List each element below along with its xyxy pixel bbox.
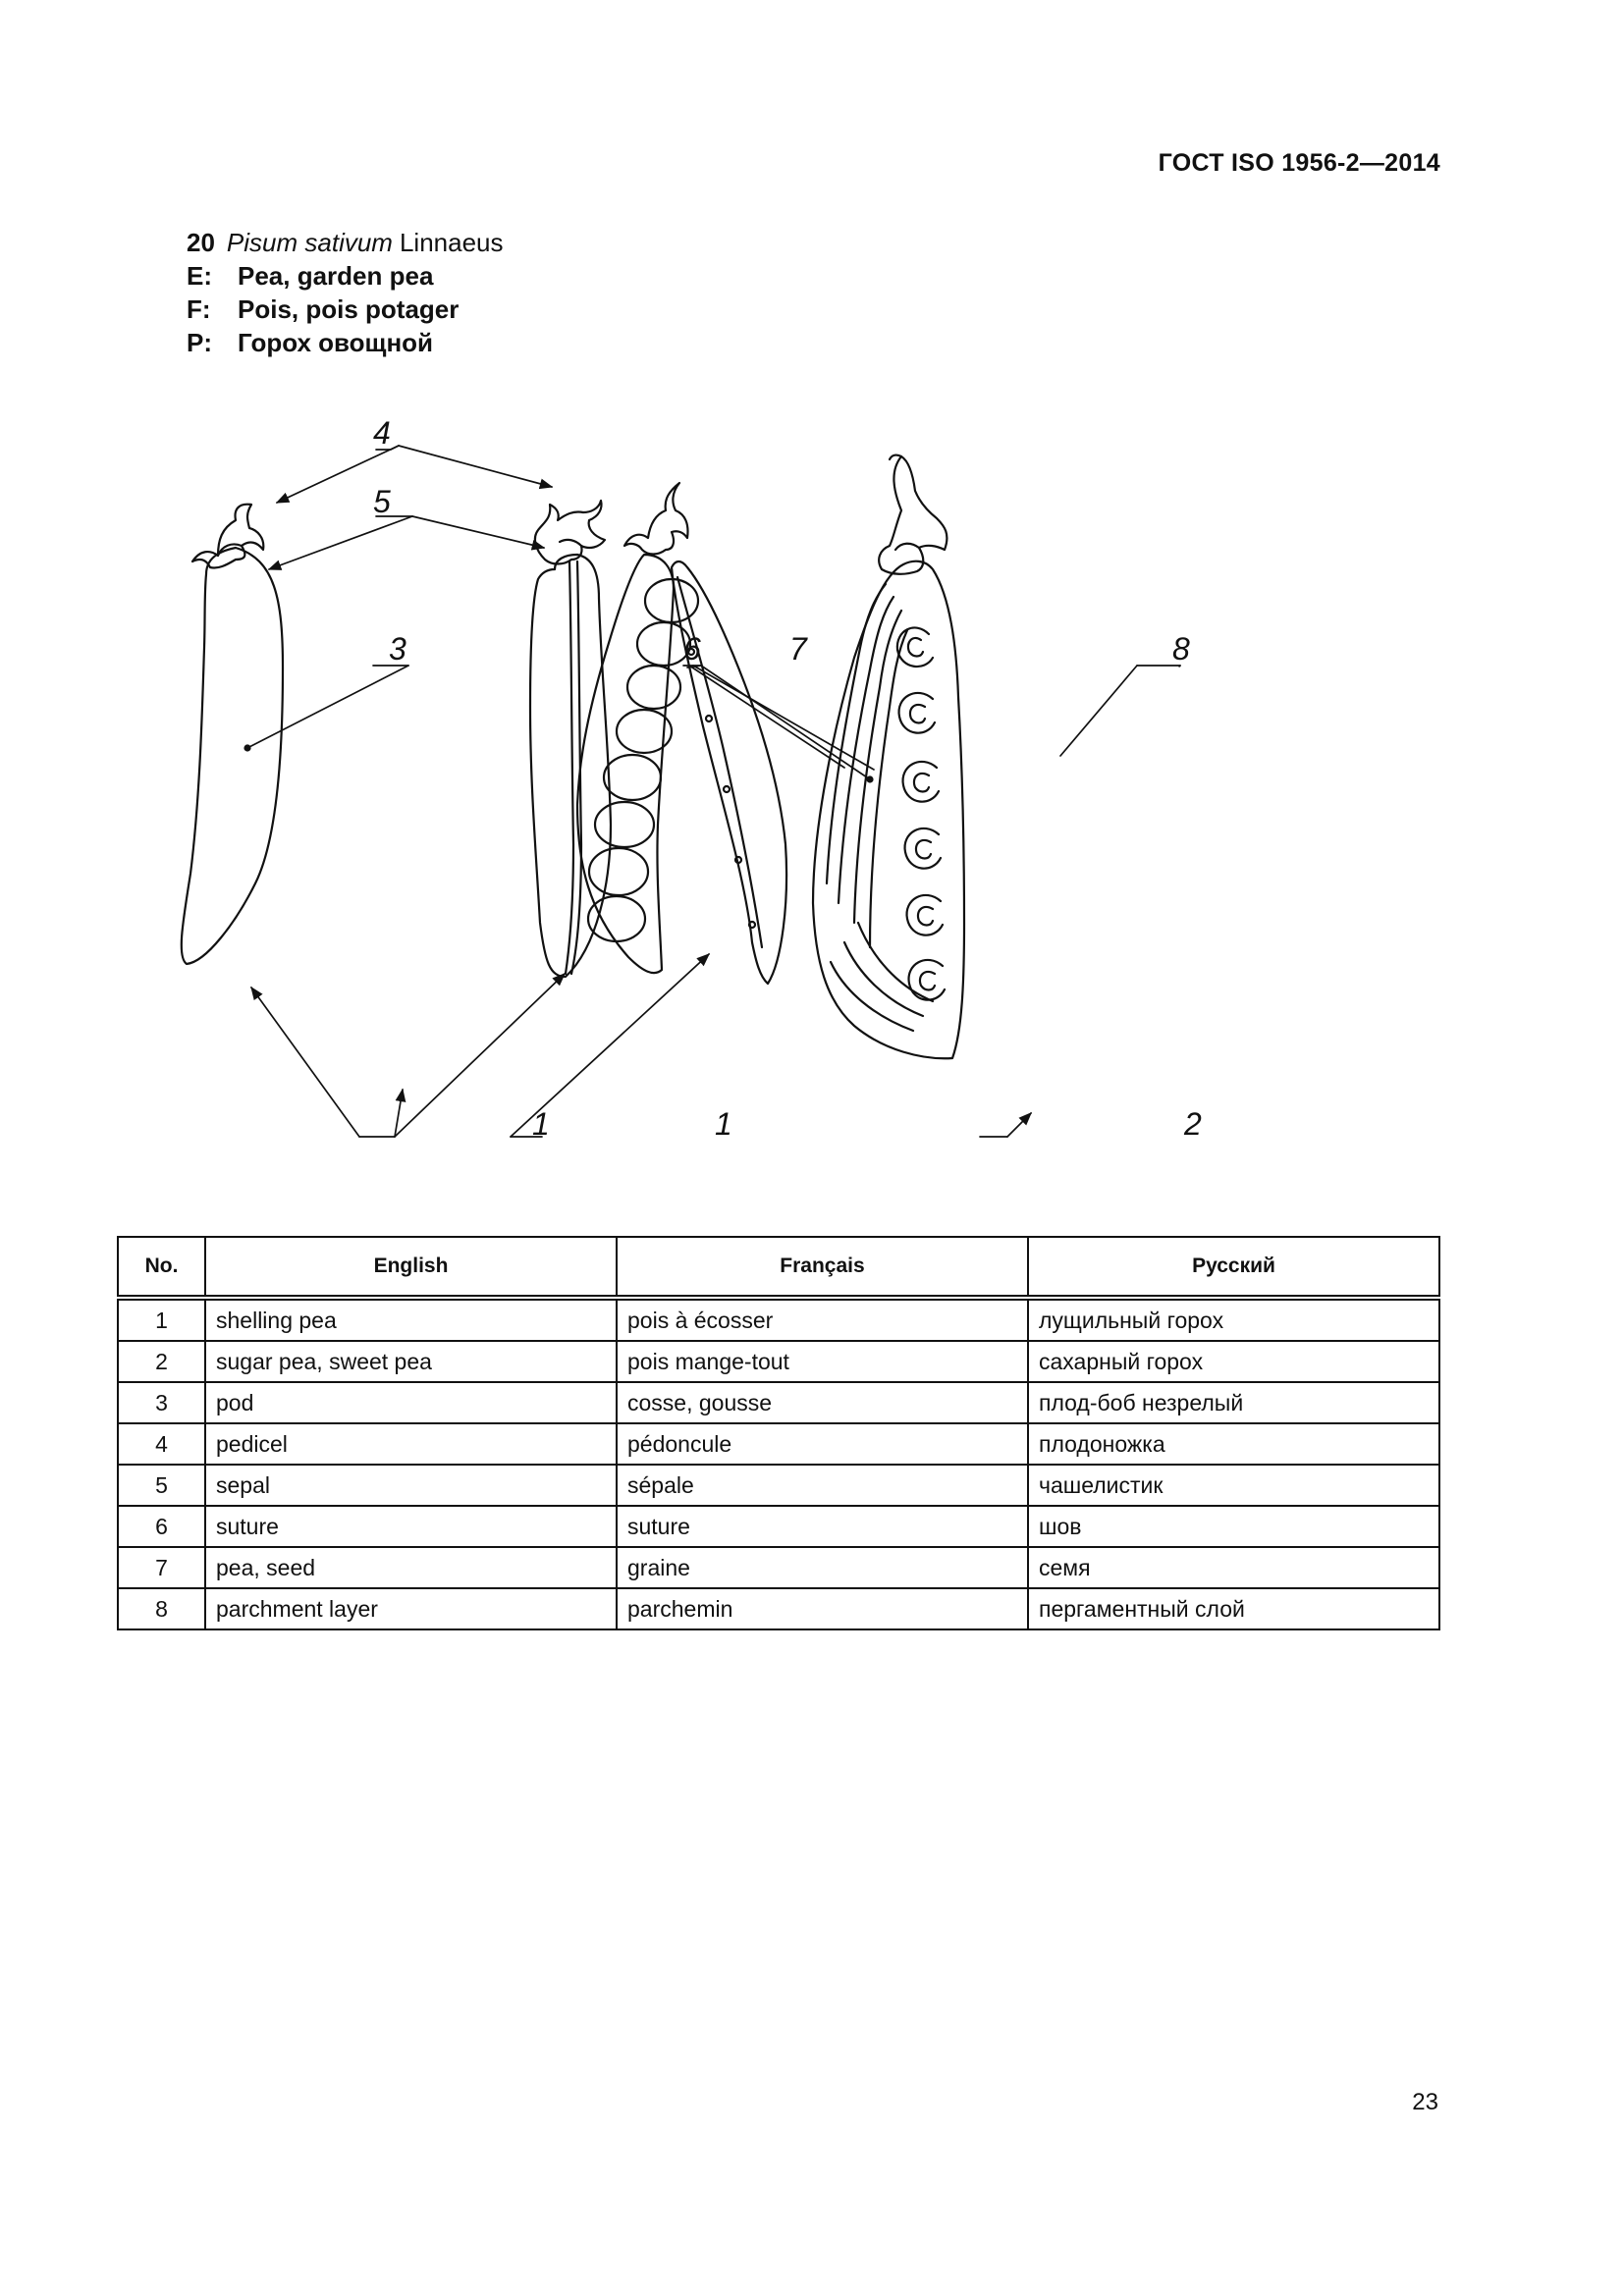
row-number: 6 [118, 1506, 205, 1547]
russian-term: сахарный горох [1028, 1341, 1439, 1382]
species-block [187, 226, 504, 359]
page-number: 23 [1412, 2089, 1438, 2115]
table-row [118, 1547, 1439, 1588]
opened-pod-with-seeds [577, 483, 786, 984]
row-number: 8 [118, 1588, 205, 1629]
table-row [118, 1341, 1439, 1382]
russian-term: шов [1028, 1506, 1439, 1547]
french-term: suture [617, 1506, 1028, 1547]
standard-code: ГОСТ ISO 1956-2—2014 [1158, 149, 1440, 177]
leader-lines [247, 446, 1180, 1137]
column-header-english: English [205, 1237, 617, 1298]
english-term: sugar pea, sweet pea [205, 1341, 617, 1382]
column-header-russian: Русский [1028, 1237, 1439, 1298]
callout-label: 1 [715, 1106, 732, 1142]
russian-term: семя [1028, 1547, 1439, 1588]
russian-term: чашелистик [1028, 1465, 1439, 1506]
row-number: 3 [118, 1382, 205, 1423]
russian-term: плодоножка [1028, 1423, 1439, 1465]
english-term: parchment layer [205, 1588, 617, 1629]
english-term: pod [205, 1382, 617, 1423]
english-term: sepal [205, 1465, 617, 1506]
table-row [118, 1423, 1439, 1465]
table-row [118, 1506, 1439, 1547]
french-term: cosse, gousse [617, 1382, 1028, 1423]
sugar-pea-seed-outlines [897, 627, 945, 999]
table-row [118, 1298, 1439, 1341]
pea-pod-illustration [167, 412, 1424, 1168]
callout-label: 2 [1184, 1106, 1202, 1142]
common-name: Горох овощной [238, 328, 434, 357]
row-number: 4 [118, 1423, 205, 1465]
english-term: shelling pea [205, 1298, 617, 1341]
row-number: 5 [118, 1465, 205, 1506]
russian-term: пергаментный слой [1028, 1588, 1439, 1629]
common-name-french [187, 293, 504, 326]
russian-term: плод-боб незрелый [1028, 1382, 1439, 1423]
terms-table [117, 1236, 1440, 1630]
common-name: Pea, garden pea [238, 261, 434, 291]
species-title [187, 226, 504, 259]
row-number: 2 [118, 1341, 205, 1382]
french-term: parchemin [617, 1588, 1028, 1629]
french-term: pois à écosser [617, 1298, 1028, 1341]
table-row [118, 1382, 1439, 1423]
french-term: pois mange-tout [617, 1341, 1028, 1382]
table-header-row [118, 1237, 1439, 1298]
callout-label: 4 [373, 415, 391, 451]
french-term: sépale [617, 1465, 1028, 1506]
callout-label: 8 [1172, 631, 1190, 667]
table-row [118, 1588, 1439, 1629]
english-term: pedicel [205, 1423, 617, 1465]
lang-code: F: [187, 294, 211, 324]
callout-label: 6 [683, 631, 701, 667]
table-row [118, 1465, 1439, 1506]
callout-label: 3 [389, 631, 406, 667]
callout-label: 7 [789, 631, 807, 667]
callout-label: 1 [532, 1106, 550, 1142]
row-number: 1 [118, 1298, 205, 1341]
closed-pod-suture-view [530, 501, 611, 977]
scientific-name: Pisum sativum [226, 228, 393, 257]
callout-label: 5 [373, 484, 391, 519]
closed-pod-side-view [182, 505, 283, 964]
english-term: pea, seed [205, 1547, 617, 1588]
species-number: 20 [187, 228, 215, 257]
common-name-russian [187, 326, 504, 359]
lang-code: E: [187, 261, 212, 291]
common-name-english [187, 259, 504, 293]
lang-code: P: [187, 328, 212, 357]
species-author: Linnaeus [399, 228, 504, 257]
column-header-no: No. [118, 1237, 205, 1298]
row-number: 7 [118, 1547, 205, 1588]
french-term: pédoncule [617, 1423, 1028, 1465]
french-term: graine [617, 1547, 1028, 1588]
russian-term: лущильный горох [1028, 1298, 1439, 1341]
common-name: Pois, pois potager [238, 294, 460, 324]
english-term: suture [205, 1506, 617, 1547]
column-header-french: Français [617, 1237, 1028, 1298]
pea-pod-drawing [167, 412, 1424, 1168]
